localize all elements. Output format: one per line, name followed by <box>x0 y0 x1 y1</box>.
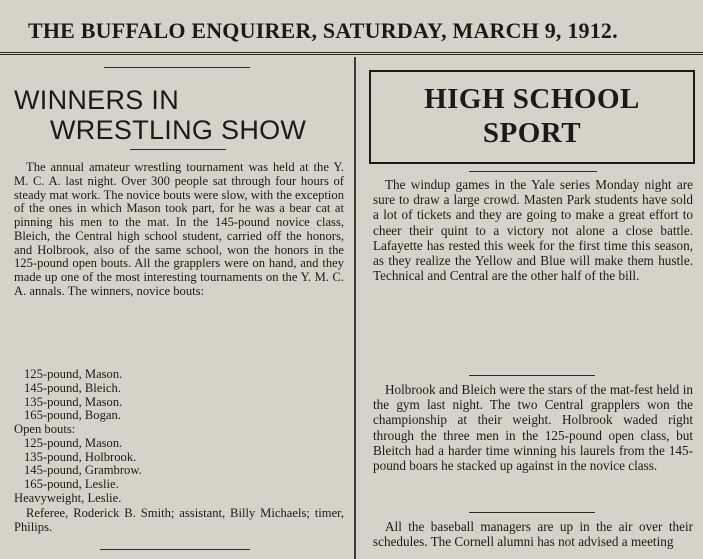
article-paragraph: The annual amateur wrestling tournament was held at the Y. M. C. A. last night. Over 300 people sat through four hours of steady mat work. The novice bouts were slow, with the exception of the ones in which Mason took part, for he was a bear cat at pinning his men to the mat. In the 145-pound novice class, Bleich, the Central high school student, carried off the honors, and Holbrook, also of the same school, won the honors in the 125-pound open bouts. All the grapplers were on hand, and they made up one of the most interesting tournaments on the Y. M. C. A. annals. The winners, novice bouts: <box>14 160 344 298</box>
item-divider <box>469 375 595 376</box>
sport-item-3 <box>373 519 693 549</box>
masthead-text: THE BUFFALO ENQUIRER, SATURDAY, MARCH 9, 1912. <box>28 18 618 43</box>
result-item: 165-pound, Bogan. <box>24 408 121 423</box>
section-title-box <box>369 70 695 164</box>
item-divider <box>469 512 595 513</box>
result-item: 125-pound, Mason. <box>24 435 123 450</box>
headline-rule-top <box>104 67 250 68</box>
article-body <box>14 161 344 299</box>
sport-item-1 <box>373 177 693 283</box>
section-title <box>371 82 693 150</box>
left-column <box>0 57 352 559</box>
result-item: 145-pound, Grambrow. <box>24 463 142 478</box>
result-item: 145-pound, Bleich. <box>24 380 121 395</box>
officials-text: Referee, Roderick B. Smith; assistant, Billy Michaels; timer, Philips. <box>14 506 344 534</box>
result-subheading: Open bouts: <box>14 422 76 436</box>
section-title-line-2: SPORT <box>482 117 582 149</box>
headline-rule-bottom <box>130 149 226 150</box>
article-end-rule <box>100 549 250 550</box>
column-divider <box>354 57 356 559</box>
sport-item-2 <box>373 382 693 473</box>
headline-line-2: WRESTLING SHOW <box>50 115 307 145</box>
article-headline <box>14 85 344 145</box>
section-title-line-1: HIGH SCHOOL <box>424 83 640 115</box>
results-list <box>14 368 344 506</box>
officials-line <box>14 507 344 535</box>
right-column <box>359 57 703 559</box>
headline-line-1: WINNERS IN <box>14 85 179 115</box>
result-item: 125-pound, Mason. <box>24 367 123 381</box>
masthead <box>0 0 703 55</box>
sport-paragraph: All the baseball managers are up in the air over their schedules. The Cornell alumni has not advised a meeting <box>373 519 693 550</box>
box-under-rule <box>469 171 597 172</box>
result-item: 135-pound, Holbrook. <box>24 449 137 464</box>
result-item: 135-pound, Mason. <box>24 394 123 409</box>
sport-paragraph: Holbrook and Bleich were the stars of the mat-fest held in the gym last night. The two Central grapplers won the championship at their weight. Holbrook waded right through the three men in the 125-pound open class, but Bleitch had a harder time winning his laurels from the 145-pound boars he stacked up against in the novice class. <box>373 382 693 474</box>
result-item: 165-pound, Leslie. <box>24 477 119 491</box>
result-item: Heavyweight, Leslie. <box>14 490 122 505</box>
sport-paragraph: The windup games in the Yale series Monday night are sure to draw a large crowd. Masten Park students have sold a lot of tickets and they are going to make a great effort to cheer their quint to a victory not alone a close battle. Lafayette has rested this week for the first time this season, as they realize the Yellow and Blue will make them hustle. Technical and Central are the other half of the bill. <box>373 177 693 284</box>
